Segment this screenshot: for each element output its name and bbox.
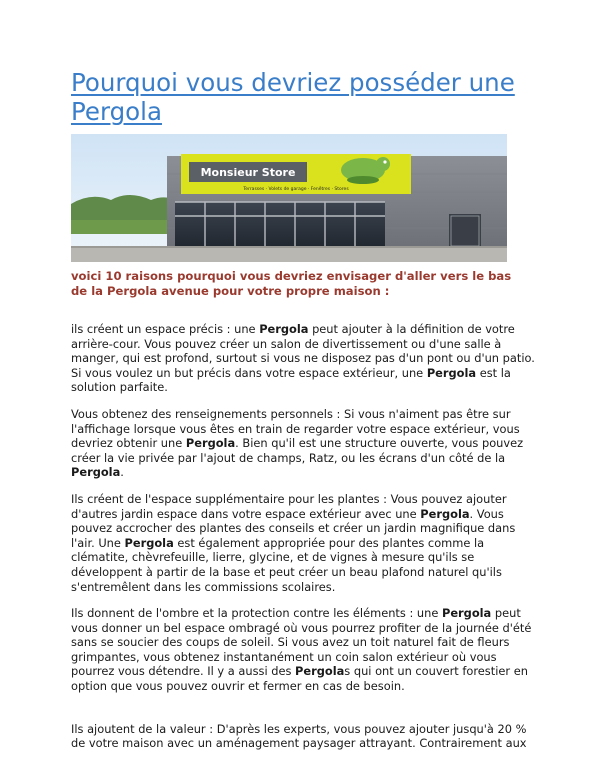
paragraph: Ils ajoutent de la valeur : D'après les experts, vous pouvez ajouter jusqu'à 20 % de votre maison avec un aménagement paysager attrayant. Contrairement aux [71, 721, 527, 751]
page-title[interactable]: Pourquoi vous devriez posséder une Pergola [71, 68, 515, 126]
article-body [71, 322, 541, 763]
storefront-photo [71, 134, 507, 262]
paragraph: Vous obtenez des renseignements personnels : Si vous n'aiment pas être sur l'affichage lorsque vous êtes en train de regarder votre espace extérieur, vous devriez obtenir une Pergola. Bien qu'il est une structure ouverte, vous pouvez créer la vie privée par l'ajout de champs, Ratz, ou les écrans d'un côté de la Pergola. [71, 406, 524, 480]
paragraph: Ils créent de l'espace supplémentaire pour les plantes : Vous pouvez ajouter d'autres jardin espace dans votre espace extérieur avec une Pergola. Vous pouvez accrocher des plantes des conseils et créer un jardin magnifique dans l'air. Une Pergola est également appropriée pour des plantes comme la clématite, chèvrefeuille, lierre, glycine, et de vignes à mesure qu'ils se développent à partir de la base et peut créer un beau plafond naturel qu'ils s'entremêlent dans les commissions scolaires. [71, 491, 516, 594]
paragraph: ils créent un espace précis : une Pergola peut ajouter à la définition de votre arrière-cour. Vous pouvez créer un salon de divertissement ou d'une salle à manger, qui est profond, surtout si vous ne disposez pas d'un pont ou d'un patio. Si vous voulez un but précis dans votre espace extérieur, une Pergola est la solution parfaite. [71, 322, 535, 395]
sign-text: Monsieur Store [200, 166, 296, 179]
paragraph: Ils donnent de l'ombre et la protection contre les éléments : une Pergola peut vous donner un bel espace ombragé où vous pourrez profiter de la journée d'été sans se soucier des coups de soleil. Si vous avez un toit naturel fait de fleurs grimpantes, vous obtenez instantanément un coin salon extérieur où vous pourrez vous détendre. Il y a aussi des Pergolas qui ont un couvert forestier en option que vous pouvez ouvrir et fermer en cas de besoin. [71, 606, 532, 694]
intro-subtitle: voici 10 raisons pourquoi vous devriez envisager d'aller vers le bas de la Pergola avenue pour votre propre maison : [71, 269, 512, 298]
sign-tagline: Terrasses · Volets de garage · Fenêtres · Stores [243, 187, 349, 192]
